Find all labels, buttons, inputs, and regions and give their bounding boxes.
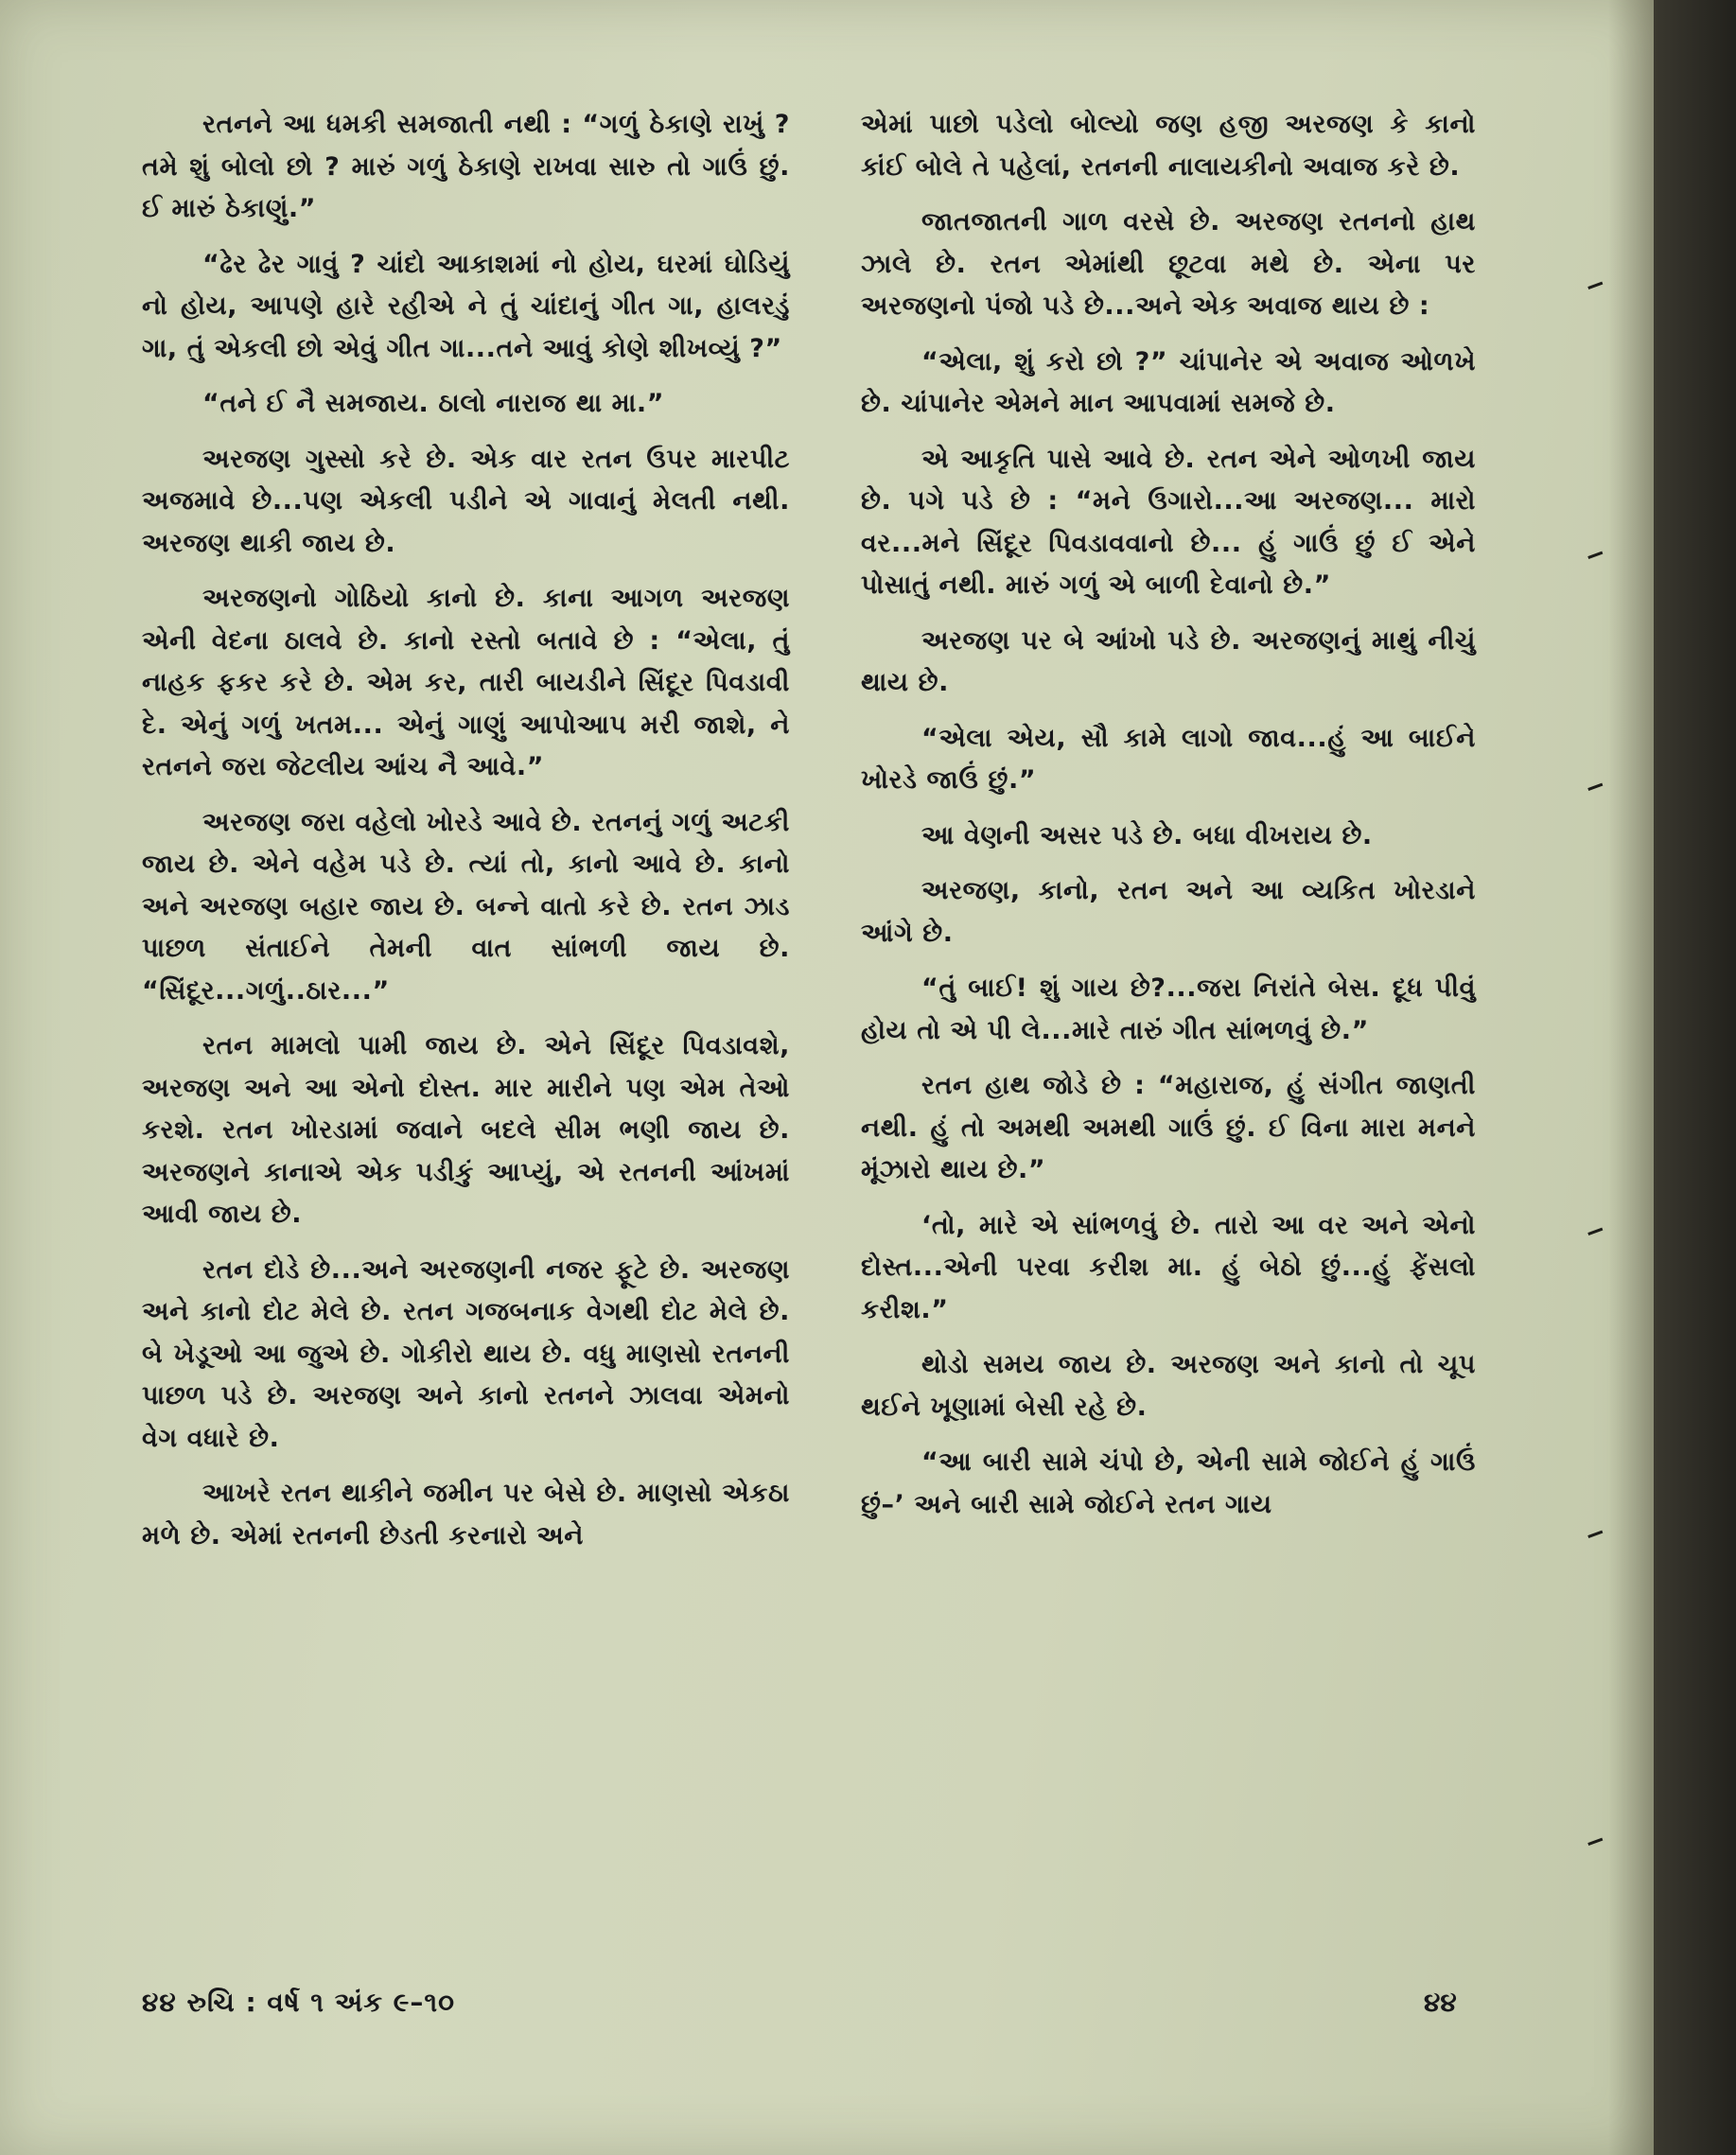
paragraph: થોડો સમય જાય છે. અરજણ અને કાનો તો ચૂપ થઈને ખૂણામાં બેસી રહે છે. bbox=[861, 1350, 1476, 1422]
paragraph: અરજણ જરા વહેલો ખોરડે આવે છે. રતનનું ગળું અટકી જાય છે. એને વહેમ પડે છે. ત્યાં તો, કાનો આવે છે. કાનો અને અરજણ બહાર જાય છે. બન્ને વાતો કરે છે. રતન ઝાડ પાછળ સંતાઈને તેમની વાત સાંભળી જાય છે. “સિંદૂર...ગળું..ઠાર...” bbox=[142, 807, 790, 1006]
right-text-column bbox=[861, 104, 1476, 1539]
footer-page-number: ૪૪ bbox=[1424, 1987, 1457, 2018]
paragraph: “ઢેર ઢેર ગાવું ? ચાંદો આકાશમાં નો હોય, ઘરમાં ઘોડિયું નો હોય, આપણે હારે રહીએ ને તું ચાંદાનું ગીત ગા, હાલરડું ગા, તું એકલી છો એવું ગીત ગા...તને આવું કોણે શીખવ્યું ?” bbox=[142, 249, 790, 363]
staple-mark bbox=[1587, 552, 1605, 569]
staple-mark bbox=[1587, 783, 1605, 800]
paragraph: આખરે રતન થાકીને જમીન પર બેસે છે. માણસો એકઠા મળે છે. એમાં રતનની છેડતી કરનારો અને bbox=[142, 1479, 790, 1551]
paragraph: “એલા એય, સૌ કામે લાગો જાવ...હું આ બાઈને ખોરડે જાઉં છું.” bbox=[861, 723, 1476, 795]
staple-mark bbox=[1587, 1838, 1605, 1855]
paragraph: એમાં પાછો પડેલો બોલ્યો જણ હજી અરજણ કે કાનો કાંઈ બોલે તે પહેલાં, રતનની નાલાયકીનો અવાજ કરે છે. bbox=[861, 110, 1476, 182]
paragraph: અરજણ ગુસ્સો કરે છે. એક વાર રતન ઉપર મારપીટ અજમાવે છે...પણ એકલી પડીને એ ગાવાનું મેલતી નથી. અરજણ થાકી જાય છે. bbox=[142, 444, 790, 558]
paragraph: એ આકૃતિ પાસે આવે છે. રતન એને ઓળખી જાય છે. પગે પડે છે : “મને ઉગારો...આ અરજણ... મારો વર...મને સિંદૂર પિવડાવવાનો છે... હું ગાઉં છું ઈ એને પોસાતું નથી. મારું ગળું એ બાળી દેવાનો છે.” bbox=[861, 444, 1476, 600]
staple-mark bbox=[1587, 1531, 1605, 1548]
paragraph: અરજણ પર બે આંખો પડે છે. અરજણનું માથું નીચું થાય છે. bbox=[861, 625, 1476, 697]
staple-mark bbox=[1587, 282, 1605, 299]
paragraph: ‘તો, મારે એ સાંભળવું છે. તારો આ વર અને એનો દોસ્ત...એની પરવા કરીશ મા. હું બેઠો છું...હું ફેંસલો કરીશ.” bbox=[861, 1210, 1476, 1324]
paragraph: “એલા, શું કરો છો ?” ચાંપાનેર એ અવાજ ઓળખે છે. ચાંપાનેર એમને માન આપવામાં સમજે છે. bbox=[861, 346, 1476, 418]
paragraph: અરજણ, કાનો, રતન અને આ વ્યકિત ખોરડાને આંગે છે. bbox=[861, 876, 1476, 948]
paragraph: “તને ઈ નૈ સમજાય. ઠાલો નારાજ થા મા.” bbox=[202, 389, 665, 418]
paragraph: આ વેણની અસર પડે છે. બધા વીખરાય છે. bbox=[921, 820, 1373, 850]
footer-journal-label: ૪૪ રુચિ : વર્ષ ૧ અંક ૯–૧૦ bbox=[142, 1987, 455, 2018]
paragraph: રતન દોડે છે...અને અરજણની નજર ફૂટે છે. અરજણ અને કાનો દોટ મેલે છે. રતન ગજબનાક વેગથી દોટ મેલે છે. બે ખેડૂઓ આ જુએ છે. ગોકીરો થાય છે. વધુ માણસો રતનની પાછળ પડે છે. અરજણ અને કાનો રતનને ઝાલવા એમનો વેગ વધારે છે. bbox=[142, 1254, 790, 1453]
page-fold-shadow bbox=[1608, 0, 1654, 2155]
paragraph: રતન હાથ જોડે છે : “મહારાજ, હું સંગીત જાણતી નથી. હું તો અમથી અમથી ગાઉં છું. ઈ વિના મારા મનને મૂંઝારો થાય છે.” bbox=[861, 1071, 1476, 1184]
paragraph: અરજણનો ગોઠિયો કાનો છે. કાના આગળ અરજણ એની વેદના ઠાલવે છે. કાનો રસ્તો બતાવે છે : “એલા, તું નાહક ફકર કરે છે. એમ કર, તારી બાયડીને સિંદૂર પિવડાવી દે. એનું ગળું ખતમ... એનું ગાણું આપોઆપ મરી જાશે, ને રતનને જરા જેટલીય આંચ નૈ આવે.” bbox=[142, 584, 790, 781]
paragraph: રતન મામલો પામી જાય છે. એને સિંદૂર પિવડાવશે, અરજણ અને આ એનો દોસ્ત. માર મારીને પણ એમ તેઓ કરશે. રતન ખોરડામાં જવાને બદલે સીમ ભણી જાય છે. અરજણને કાનાએ એક પડીકું આપ્યું, એ રતનની આંખમાં આવી જાય છે. bbox=[142, 1031, 790, 1229]
paragraph: “તું બાઈ! શું ગાય છે?...જરા નિરાંતે બેસ. દૂધ પીવું હોય તો એ પી લે...મારે તારું ગીત સાંભળવું છે.” bbox=[861, 973, 1476, 1045]
left-text-column bbox=[142, 104, 790, 1570]
binding-edge bbox=[1654, 0, 1736, 2155]
paragraph: “આ બારી સામે ચંપો છે, એની સામે જોઈને હું ગાઉં છું–’ અને બારી સામે જોઈને રતન ગાય bbox=[861, 1447, 1476, 1519]
staple-mark bbox=[1587, 1228, 1605, 1245]
paragraph: રતનને આ ધમકી સમજાતી નથી : “ગળું ઠેકાણે રાખું ? તમે શું બોલો છો ? મારું ગળું ઠેકાણે રાખવા સારુ તો ગાઉં છું. ઈ મારું ઠેકાણું.” bbox=[142, 110, 790, 223]
paragraph: જાતજાતની ગાળ વરસે છે. અરજણ રતનનો હાથ ઝાલે છે. રતન એમાંથી છૂટવા મથે છે. એના પર અરજણનો પંજો પડે છે...અને એક અવાજ થાય છે : bbox=[861, 207, 1476, 321]
